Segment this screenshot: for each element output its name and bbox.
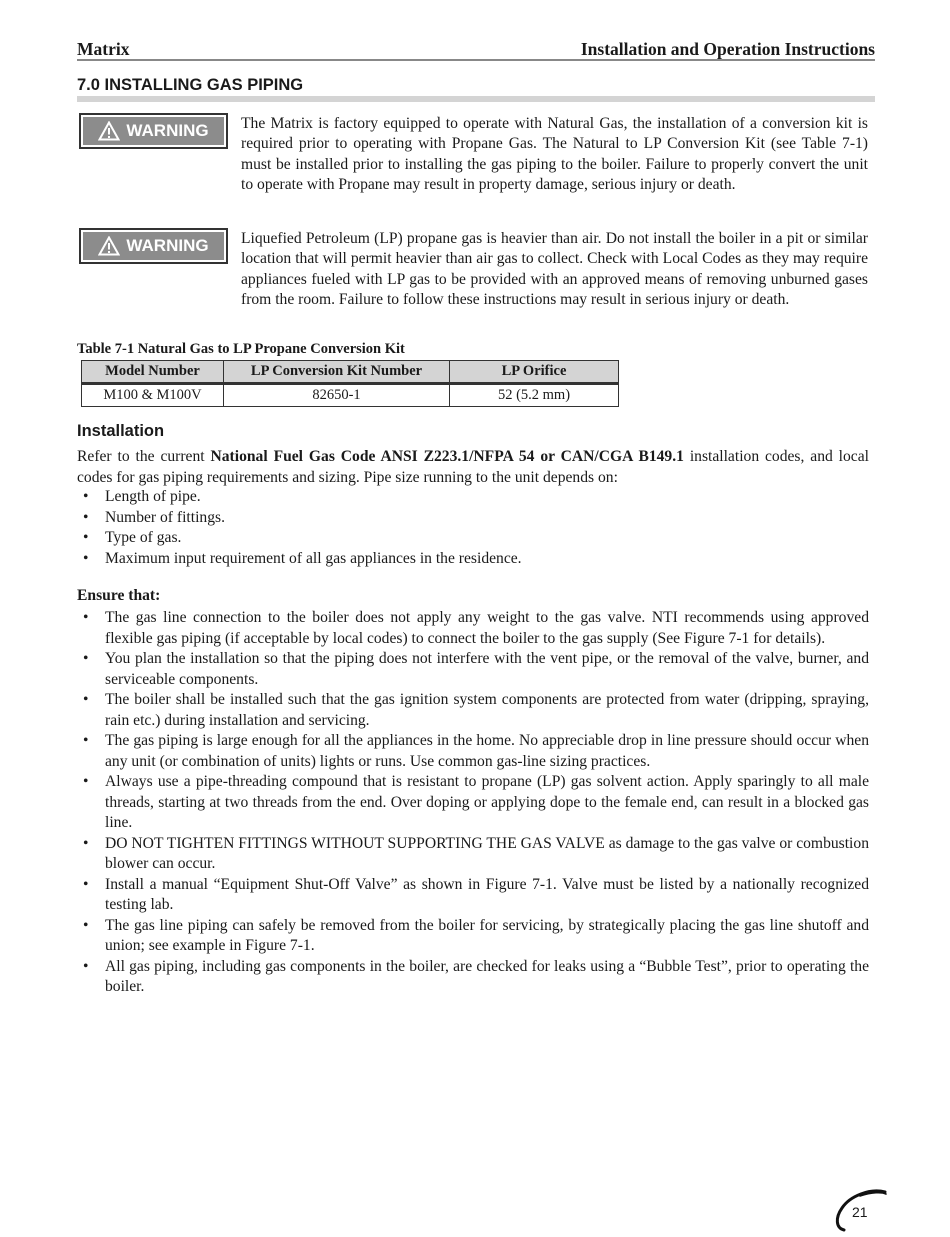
table-cell-model: M100 & M100V	[82, 384, 224, 407]
table-header-row	[82, 361, 619, 384]
list-item: • The gas line piping can safely be removed from the boiler for servicing, by strategically placing the gas line shutoff and union; see example in Figure 7-1.	[77, 916, 869, 957]
list-item: • You plan the installation so that the piping does not interfere with the vent pipe, or the removal of the valve, burner, and serviceable components.	[77, 649, 869, 690]
list-item: • All gas piping, including gas components in the boiler, are checked for leaks using a “Bubble Test”, prior to operating the boiler.	[77, 957, 869, 998]
ensure-list	[77, 608, 869, 998]
list-item: • Install a manual “Equipment Shut-Off Valve” as shown in Figure 7-1. Valve must be listed by a nationally recognized testing lab.	[77, 875, 869, 916]
column-header-model: Model Number	[82, 361, 224, 384]
warning-triangle-icon	[98, 121, 120, 141]
installation-heading: Installation	[77, 422, 165, 440]
column-header-kit-number: LP Conversion Kit Number	[224, 361, 450, 384]
warning-badge	[79, 228, 228, 264]
column-header-orifice: LP Orifice	[450, 361, 619, 384]
section-rule	[77, 96, 875, 102]
list-item: • Always use a pipe-threading compound that is resistant to propane (LP) gas solvent action. Apply sparingly to all male threads, starting at two threads from the end. Over doping or applying dope to the female end, can result in a blocked gas line.	[77, 772, 869, 834]
warning-triangle-icon	[98, 236, 120, 256]
list-item: • Type of gas.	[77, 528, 869, 549]
list-item: • The gas line connection to the boiler does not apply any weight to the gas valve. NTI recommends using approved flexible gas piping (if acceptable by local codes) to connect the boiler to the gas supply (See Figure 7-1 for details).	[77, 608, 869, 649]
warning-badge-label: WARNING	[126, 121, 209, 140]
header-manual-title: Installation and Operation Instructions	[580, 39, 875, 59]
table-cell-orifice: 52 (5.2 mm)	[450, 384, 619, 407]
list-item: • DO NOT TIGHTEN FITTINGS WITHOUT SUPPORTING THE GAS VALVE as damage to the gas valve or combustion blower can occur.	[77, 834, 869, 875]
header-product-name: Matrix	[77, 39, 130, 59]
header-rule	[77, 59, 875, 61]
pipe-size-factors-list	[77, 487, 869, 569]
ensure-heading: Ensure that:	[77, 587, 161, 604]
installation-intro	[77, 447, 869, 488]
intro-text-start: Refer to the current	[77, 448, 211, 465]
page-number: 21	[852, 1204, 868, 1220]
warning-badge-label: WARNING	[126, 236, 209, 255]
list-item: • The boiler shall be installed such that the gas ignition system components are protected from water (dripping, spraying, rain etc.) during installation and servicing.	[77, 690, 869, 731]
table-caption: Table 7-1 Natural Gas to LP Propane Conversion Kit	[77, 341, 405, 357]
warning-text: The Matrix is factory equipped to operate with Natural Gas, the installation of a conversion kit is required prior to operating with Propane Gas. The Natural to LP Conversion Kit (see Table 7-1) must be installed prior to installing the gas piping to the boiler. Failure to properly convert the unit to operate with Propane may result in property damage, serious injury or death.	[241, 115, 868, 193]
table-cell-kit-number: 82650-1	[224, 384, 450, 407]
page-header	[77, 36, 875, 60]
list-item: • Maximum input requirement of all gas appliances in the residence.	[77, 549, 869, 570]
intro-text-end: installation codes, and local codes for gas piping requirements and sizing. Pipe size running to the unit depends on:	[77, 448, 869, 486]
list-item: • The gas piping is large enough for all the appliances in the home. No appreciable drop in line pressure should occur when any unit (or combination of units) lights or runs. Use common gas-line sizing practices.	[77, 731, 869, 772]
warning-text: Liquefied Petroleum (LP) propane gas is heavier than air. Do not install the boiler in a pit or similar location that will permit heavier than air gas to collect. Check with Local Codes as they may require appliances fueled with LP gas to be provided with an approved means of removing unburned gases from the room. Failure to follow these instructions may result in serious injury or death.	[241, 230, 868, 308]
table-row	[82, 384, 619, 407]
warning-badge	[79, 113, 228, 149]
conversion-kit-table	[81, 360, 619, 407]
list-item: • Length of pipe.	[77, 487, 869, 508]
section-title: 7.0 INSTALLING GAS PIPING	[77, 76, 304, 94]
gas-code-reference: National Fuel Gas Code ANSI Z223.1/NFPA 54 or CAN/CGA B149.1	[210, 448, 684, 465]
list-item: • Number of fittings.	[77, 508, 869, 529]
